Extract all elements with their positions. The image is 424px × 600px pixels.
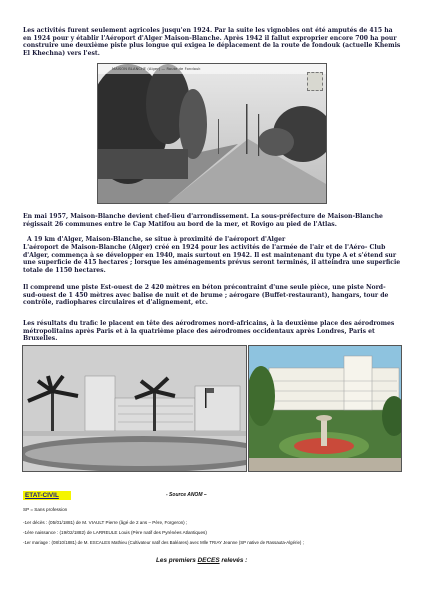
deces-suffix: relevés :: [219, 557, 248, 564]
deces-prefix: Les premiers: [156, 557, 198, 564]
paragraph-aeroport-heading: A 19 km d'Alger, Maison-Blanche, se situe à proximité de l'aéroport d'Alger: [27, 236, 286, 243]
sp-note: SP = Sans profession: [23, 507, 68, 512]
paragraph-pistes: Il comprend une piste Est-ouest de 2 420 mètres en béton précontraint d'une seule pièce, une piste Nord- sud-ouest de 1 450 mètres avec balise de nuit et de brume ; aérogare (Buffet-restaurant), hangars, tour de contrôle, radiophares circulaires et d'alignement, etc.: [23, 284, 389, 307]
deces-word: DECES: [197, 557, 220, 564]
terminal-garden-illustration: [249, 346, 401, 471]
entry-premiere-naissance: -1ère naissance : (19/02/1882) de LARREULE Louis (Père natif des Pyrénées Atlantiques): [23, 530, 207, 535]
entry-premier-mariage: -1er mariage : (08/10/1881) de M. ESCALES Mathieu (Cultivateur natif des Baléares) avec Mlle TRIAY Jeanne (SP native de Rassauta-Algérie) ;: [23, 540, 304, 545]
paragraph-chef-lieu: En mai 1957, Maison-Blanche devient chef-lieu d'arrondissement. La sous-préfecture de Maison-Blanche régissait 26 communes entre le Cap Matifou au bord de la mer, et Rovigo au pied de l'Atlas.: [23, 213, 383, 228]
photo-aerogare-palmiers: [22, 345, 247, 472]
paragraph-trafic: Les résultats du trafic le placent en tête des aérodromes nord-africains, à la deuxième place des aérodromes métropolitains après Paris et à la quatrième place des aérodromes occidentaux après Londres, Paris et Bruxelles.: [23, 320, 395, 343]
postage-stamp: [307, 72, 323, 91]
photo-caption: MAISON BLANCHE (Alger) — Route de Fondouk: [112, 67, 201, 71]
street-scene-illustration: [98, 64, 326, 203]
source-anom: - Source ANOM –: [166, 492, 207, 498]
photo-aerogare-jardin: [248, 345, 402, 472]
paragraph-agriculture: Les activités furent seulement agricoles jusqu'en 1924. Par la suite les vignobles ont été amputés de 415 ha en 1924 pour y établir l'Aéroport d'Alger Maison-Blanche. Après 1942 il fallut exproprier encore 700 ha pour construire une deuxième piste plus longue qui exigea le déplacement de la route de fondouk (actuelle Khemis El Khechna) vers l'est.: [23, 27, 401, 57]
premiers-deces-heading: [156, 557, 247, 564]
photo-route-de-fondouk: [97, 63, 327, 204]
etat-civil-heading: ETAT-CIVIL: [23, 491, 71, 500]
paragraph-aeroport: L'aéroport de Maison-Blanche (Alger) créé en 1924 pour les activités de l'armée de l'air et de l'Aéro- Club d'Alger, commença à se développer en 1940, mais surtout en 1942. Il est maintenant du type A et s'étend sur une superficie de 415 hectares ; lorsque les aménagements prévus seront terminés, il atteindra une superficie totale de 1150 hectares.: [23, 244, 401, 274]
airport-terminal-illustration: [23, 346, 246, 471]
entry-premier-deces: -1er décès : (05/01/1881) de M. VIAULT Pierre (âgé de 2 ans – Père, Forgeron) ;: [23, 520, 188, 525]
